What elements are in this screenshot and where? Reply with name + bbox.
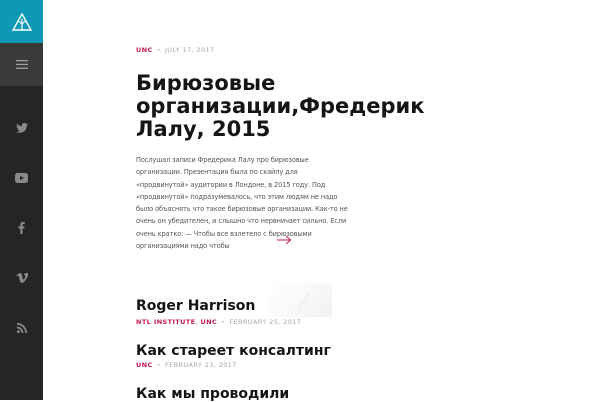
meta-separator: • [221, 318, 226, 326]
post-1-date: FEBRUARY 25, 2017 [229, 318, 302, 326]
arrow-right-icon [277, 235, 292, 245]
rss-icon [17, 323, 27, 333]
post-title-2[interactable]: Как стареет консалтинг [136, 343, 331, 359]
post-1-category-1[interactable]: NTL INSTITUTE [136, 318, 196, 326]
featured-date: JULY 17, 2017 [164, 46, 215, 54]
post-meta-1 [136, 318, 301, 326]
menu-button[interactable] [0, 43, 43, 86]
hamburger-icon [16, 60, 28, 69]
featured-category-link[interactable]: UNC [136, 46, 153, 54]
vimeo-link[interactable] [0, 268, 43, 288]
read-more-link[interactable] [277, 230, 292, 249]
youtube-icon [15, 173, 28, 183]
post-1-category-2[interactable]: UNC [200, 318, 218, 326]
facebook-icon [18, 222, 25, 234]
meta-separator: • [156, 46, 161, 54]
rss-link[interactable] [0, 318, 43, 338]
twitter-link[interactable] [0, 118, 43, 138]
featured-meta [136, 46, 215, 54]
youtube-link[interactable] [0, 168, 43, 188]
logo-button[interactable] [0, 0, 43, 43]
featured-post-title[interactable]: Бирюзовые организации,Фредерик Лалу, 2015 [136, 71, 425, 141]
post-thumbnail [268, 283, 332, 317]
post-2-category-1[interactable]: UNC [136, 361, 153, 369]
meta-separator: • [156, 361, 161, 369]
vimeo-icon [16, 273, 28, 283]
post-title-3[interactable]: Как мы проводили [136, 386, 290, 402]
thumbnail-decoration-icon [268, 283, 332, 317]
featured-excerpt: Послушал записи Фредерика Лалу про бирюзовые организации. Презентация была по скайпу для «продвинутой» аудитории в Лондоне, в 2015 году. Под «продвинутой» подразумевалось, что этим людям не надо было объяснять что такое бирюзовые организации. Как-то не очень он убедителен, и слышно что нервничает сильно. Если очень кратко: — Чтобы все взлетело с бирюзовыми организациями надо чтобы [136, 156, 348, 251]
sidebar [0, 0, 43, 400]
facebook-link[interactable] [0, 218, 43, 238]
category-comma: , [195, 318, 201, 326]
post-meta-2 [136, 361, 237, 369]
post-2-date: FEBRUARY 23, 2017 [164, 361, 237, 369]
post-title-1[interactable]: Roger Harrison [136, 298, 256, 314]
twitter-icon [16, 123, 28, 133]
tree-triangle-icon [12, 13, 32, 31]
